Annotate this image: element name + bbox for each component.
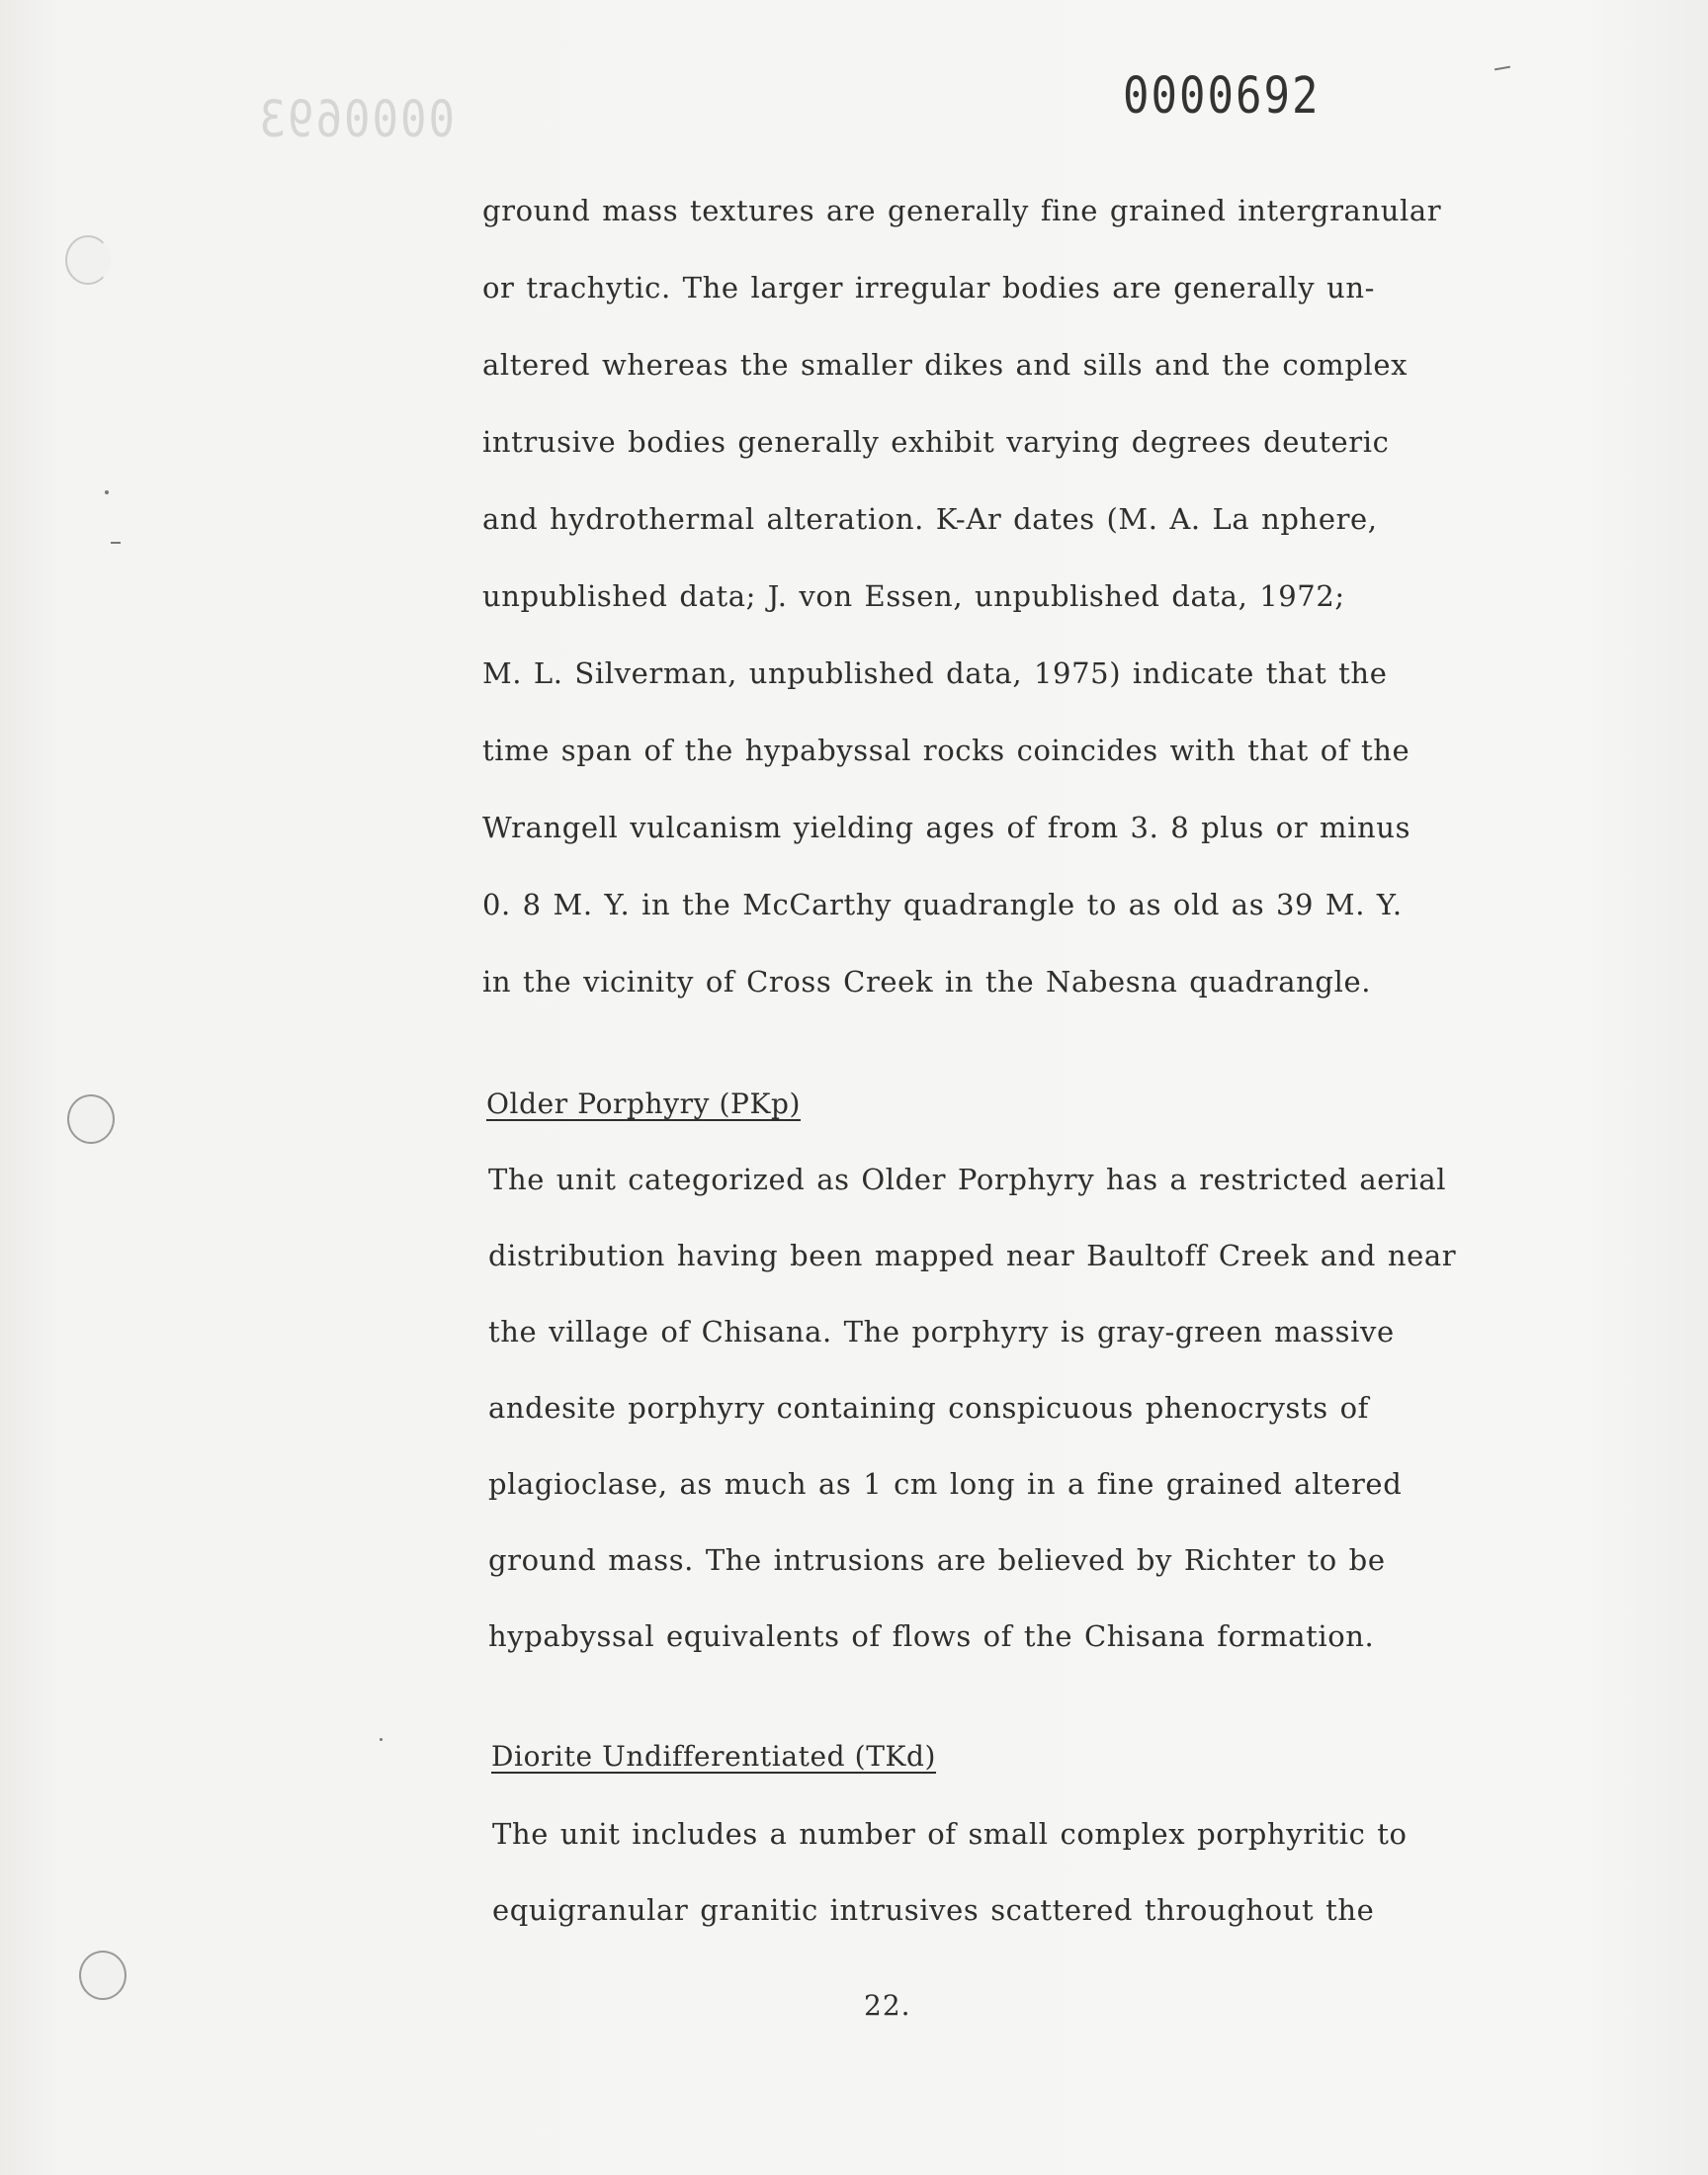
- text-line: 0. 8 M. Y. in the McCarthy quadrangle to as old as 39 M. Y.: [482, 888, 1403, 921]
- text-line: M. L. Silverman, unpublished data, 1975) indicate that the: [482, 656, 1388, 690]
- text-line: hypabyssal equivalents of flows of the Chisana formation.: [488, 1619, 1375, 1653]
- text-line: time span of the hypabyssal rocks coincides with that of the: [482, 734, 1410, 767]
- text-line: unpublished data; J. von Essen, unpublished data, 1972;: [482, 579, 1345, 613]
- text-line: ground mass. The intrusions are believed by Richter to be: [488, 1543, 1386, 1577]
- text-line: and hydrothermal alteration. K-Ar dates (M. A. La nphere,: [482, 502, 1378, 536]
- page-number: 22.: [864, 1989, 911, 2022]
- text-line: distribution having been mapped near Baultoff Creek and near: [488, 1239, 1457, 1272]
- document-number: 0000692: [1123, 67, 1321, 126]
- speck: [380, 1738, 383, 1741]
- punch-hole-top: [65, 235, 111, 285]
- bleed-through-number: 0000693: [257, 91, 455, 149]
- section-heading-older-porphyry: Older Porphyry (PKp): [486, 1088, 802, 1120]
- text-line: or trachytic. The larger irregular bodies are generally un-: [482, 271, 1376, 304]
- punch-hole-bottom: [79, 1951, 127, 2000]
- text-line: ground mass textures are generally fine grained intergranular: [482, 194, 1442, 227]
- text-line: The unit includes a number of small complex porphyritic to: [492, 1817, 1408, 1851]
- text-line: plagioclase, as much as 1 cm long in a fine grained altered: [488, 1467, 1403, 1501]
- speck: [105, 490, 109, 494]
- text-line: Wrangell vulcanism yielding ages of from 3. 8 plus or minus: [482, 811, 1411, 844]
- text-line: the village of Chisana. The porphyry is gray-green massive: [488, 1315, 1395, 1348]
- text-line: intrusive bodies generally exhibit varying degrees deuteric: [482, 425, 1390, 459]
- text-line: altered whereas the smaller dikes and sills and the complex: [482, 348, 1409, 382]
- section-heading-diorite: Diorite Undifferentiated (TKd): [491, 1740, 937, 1773]
- punch-hole-middle: [67, 1094, 115, 1144]
- text-line: equigranular granitic intrusives scattered throughout the: [492, 1893, 1375, 1927]
- text-line: in the vicinity of Cross Creek in the Nabesna quadrangle.: [482, 965, 1372, 999]
- text-line: andesite porphyry containing conspicuous phenocrysts of: [488, 1391, 1369, 1425]
- speck: [111, 542, 121, 544]
- speck: [1494, 66, 1510, 71]
- text-line: The unit categorized as Older Porphyry has a restricted aerial: [488, 1163, 1447, 1196]
